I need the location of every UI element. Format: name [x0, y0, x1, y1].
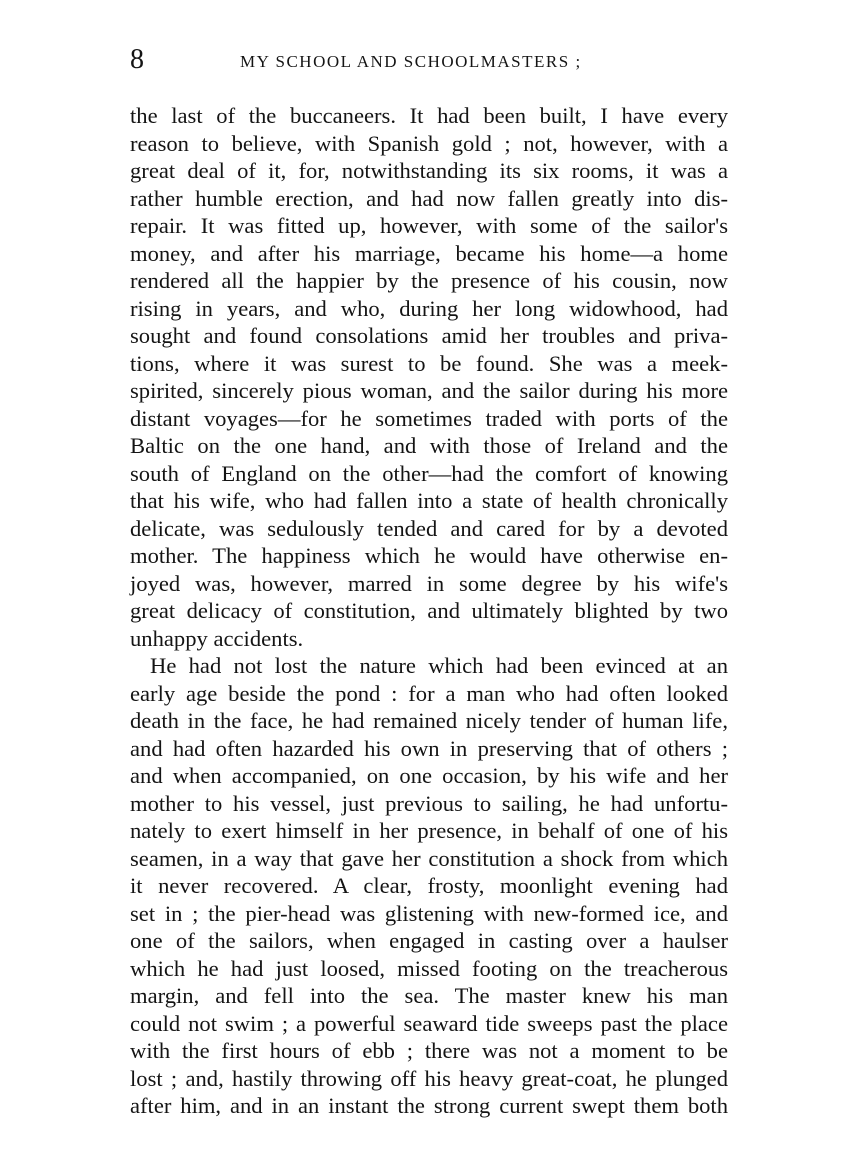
text-line: Baltic on the one hand, and with those of Ireland and the [130, 433, 728, 458]
text-line: with the first hours of ebb ; there was not a moment to be [130, 1038, 728, 1063]
running-head [130, 44, 728, 84]
text-line: after him, and in an instant the strong current swept them both [130, 1093, 728, 1118]
body-text [130, 102, 728, 1120]
text-line: early age beside the pond : for a man who had often looked [130, 680, 728, 706]
text-line: rising in years, and who, during her long widowhood, had [130, 295, 728, 321]
text-line: could not swim ; a powerful seaward tide sweeps past the place [130, 1010, 728, 1036]
text-line: distant voyages—for he sometimes traded with ports of the [130, 405, 728, 431]
text-line: which he had just loosed, missed footing on the treacherous [130, 955, 728, 981]
text-line: joyed was, however, marred in some degree by his wife's [130, 570, 728, 596]
text-line: delicate, was sedulously tended and cared for by a devoted [130, 515, 728, 541]
text-line: it never recovered. A clear, frosty, moonlight evening had [130, 873, 728, 898]
text-line: margin, and fell into the sea. The master knew his man [130, 983, 728, 1008]
paragraph-2 [130, 652, 728, 1120]
text-line: money, and after his marriage, became his home—a home [130, 240, 728, 266]
running-title: MY SCHOOL AND SCHOOLMASTERS ; [240, 52, 582, 71]
text-line: the last of the buccaneers. It had been built, I have every [130, 103, 728, 128]
text-line: death in the face, he had remained nicely tender of human life, [130, 708, 728, 733]
text-line: lost ; and, hastily throwing off his heavy great-coat, he plunged [130, 1065, 728, 1091]
paragraph-1 [130, 102, 728, 652]
text-line: and when accompanied, on one occasion, by his wife and her [130, 763, 728, 788]
text-line: and had often hazarded his own in preserving that of others ; [130, 735, 728, 761]
text-line: one of the sailors, when engaged in casting over a haulser [130, 928, 728, 953]
text-line: that his wife, who had fallen into a state of health chronically [130, 488, 728, 513]
text-line: mother. The happiness which he would have otherwise en- [130, 543, 728, 568]
text-line: nately to exert himself in her presence, in behalf of one of his [130, 818, 728, 843]
text-line: sought and found consolations amid her troubles and priva- [130, 323, 728, 348]
text-line: mother to his vessel, just previous to sailing, he had unfortu- [130, 790, 728, 816]
text-line: set in ; the pier-head was glistening with new-formed ice, and [130, 900, 728, 926]
text-line: He had not lost the nature which had been evinced at an [150, 653, 728, 678]
text-line: rather humble erection, and had now fallen greatly into dis- [130, 185, 728, 211]
text-line: spirited, sincerely pious woman, and the sailor during his more [130, 378, 728, 403]
text-line: tions, where it was surest to be found. She was a meek- [130, 350, 728, 376]
text-line: reason to believe, with Spanish gold ; not, however, with a [130, 130, 728, 156]
text-line: rendered all the happier by the presence of his cousin, now [130, 268, 728, 293]
text-line: seamen, in a way that gave her constitution a shock from which [130, 845, 728, 871]
text-line: unhappy accidents. [130, 625, 304, 651]
text-line: great delicacy of constitution, and ultimately blighted by two [130, 598, 728, 623]
text-line: south of England on the other—had the comfort of knowing [130, 460, 728, 486]
page-number: 8 [130, 44, 144, 75]
book-page [130, 44, 728, 1120]
text-line: repair. It was fitted up, however, with some of the sailor's [130, 213, 728, 238]
text-line: great deal of it, for, notwithstanding its six rooms, it was a [130, 158, 728, 183]
